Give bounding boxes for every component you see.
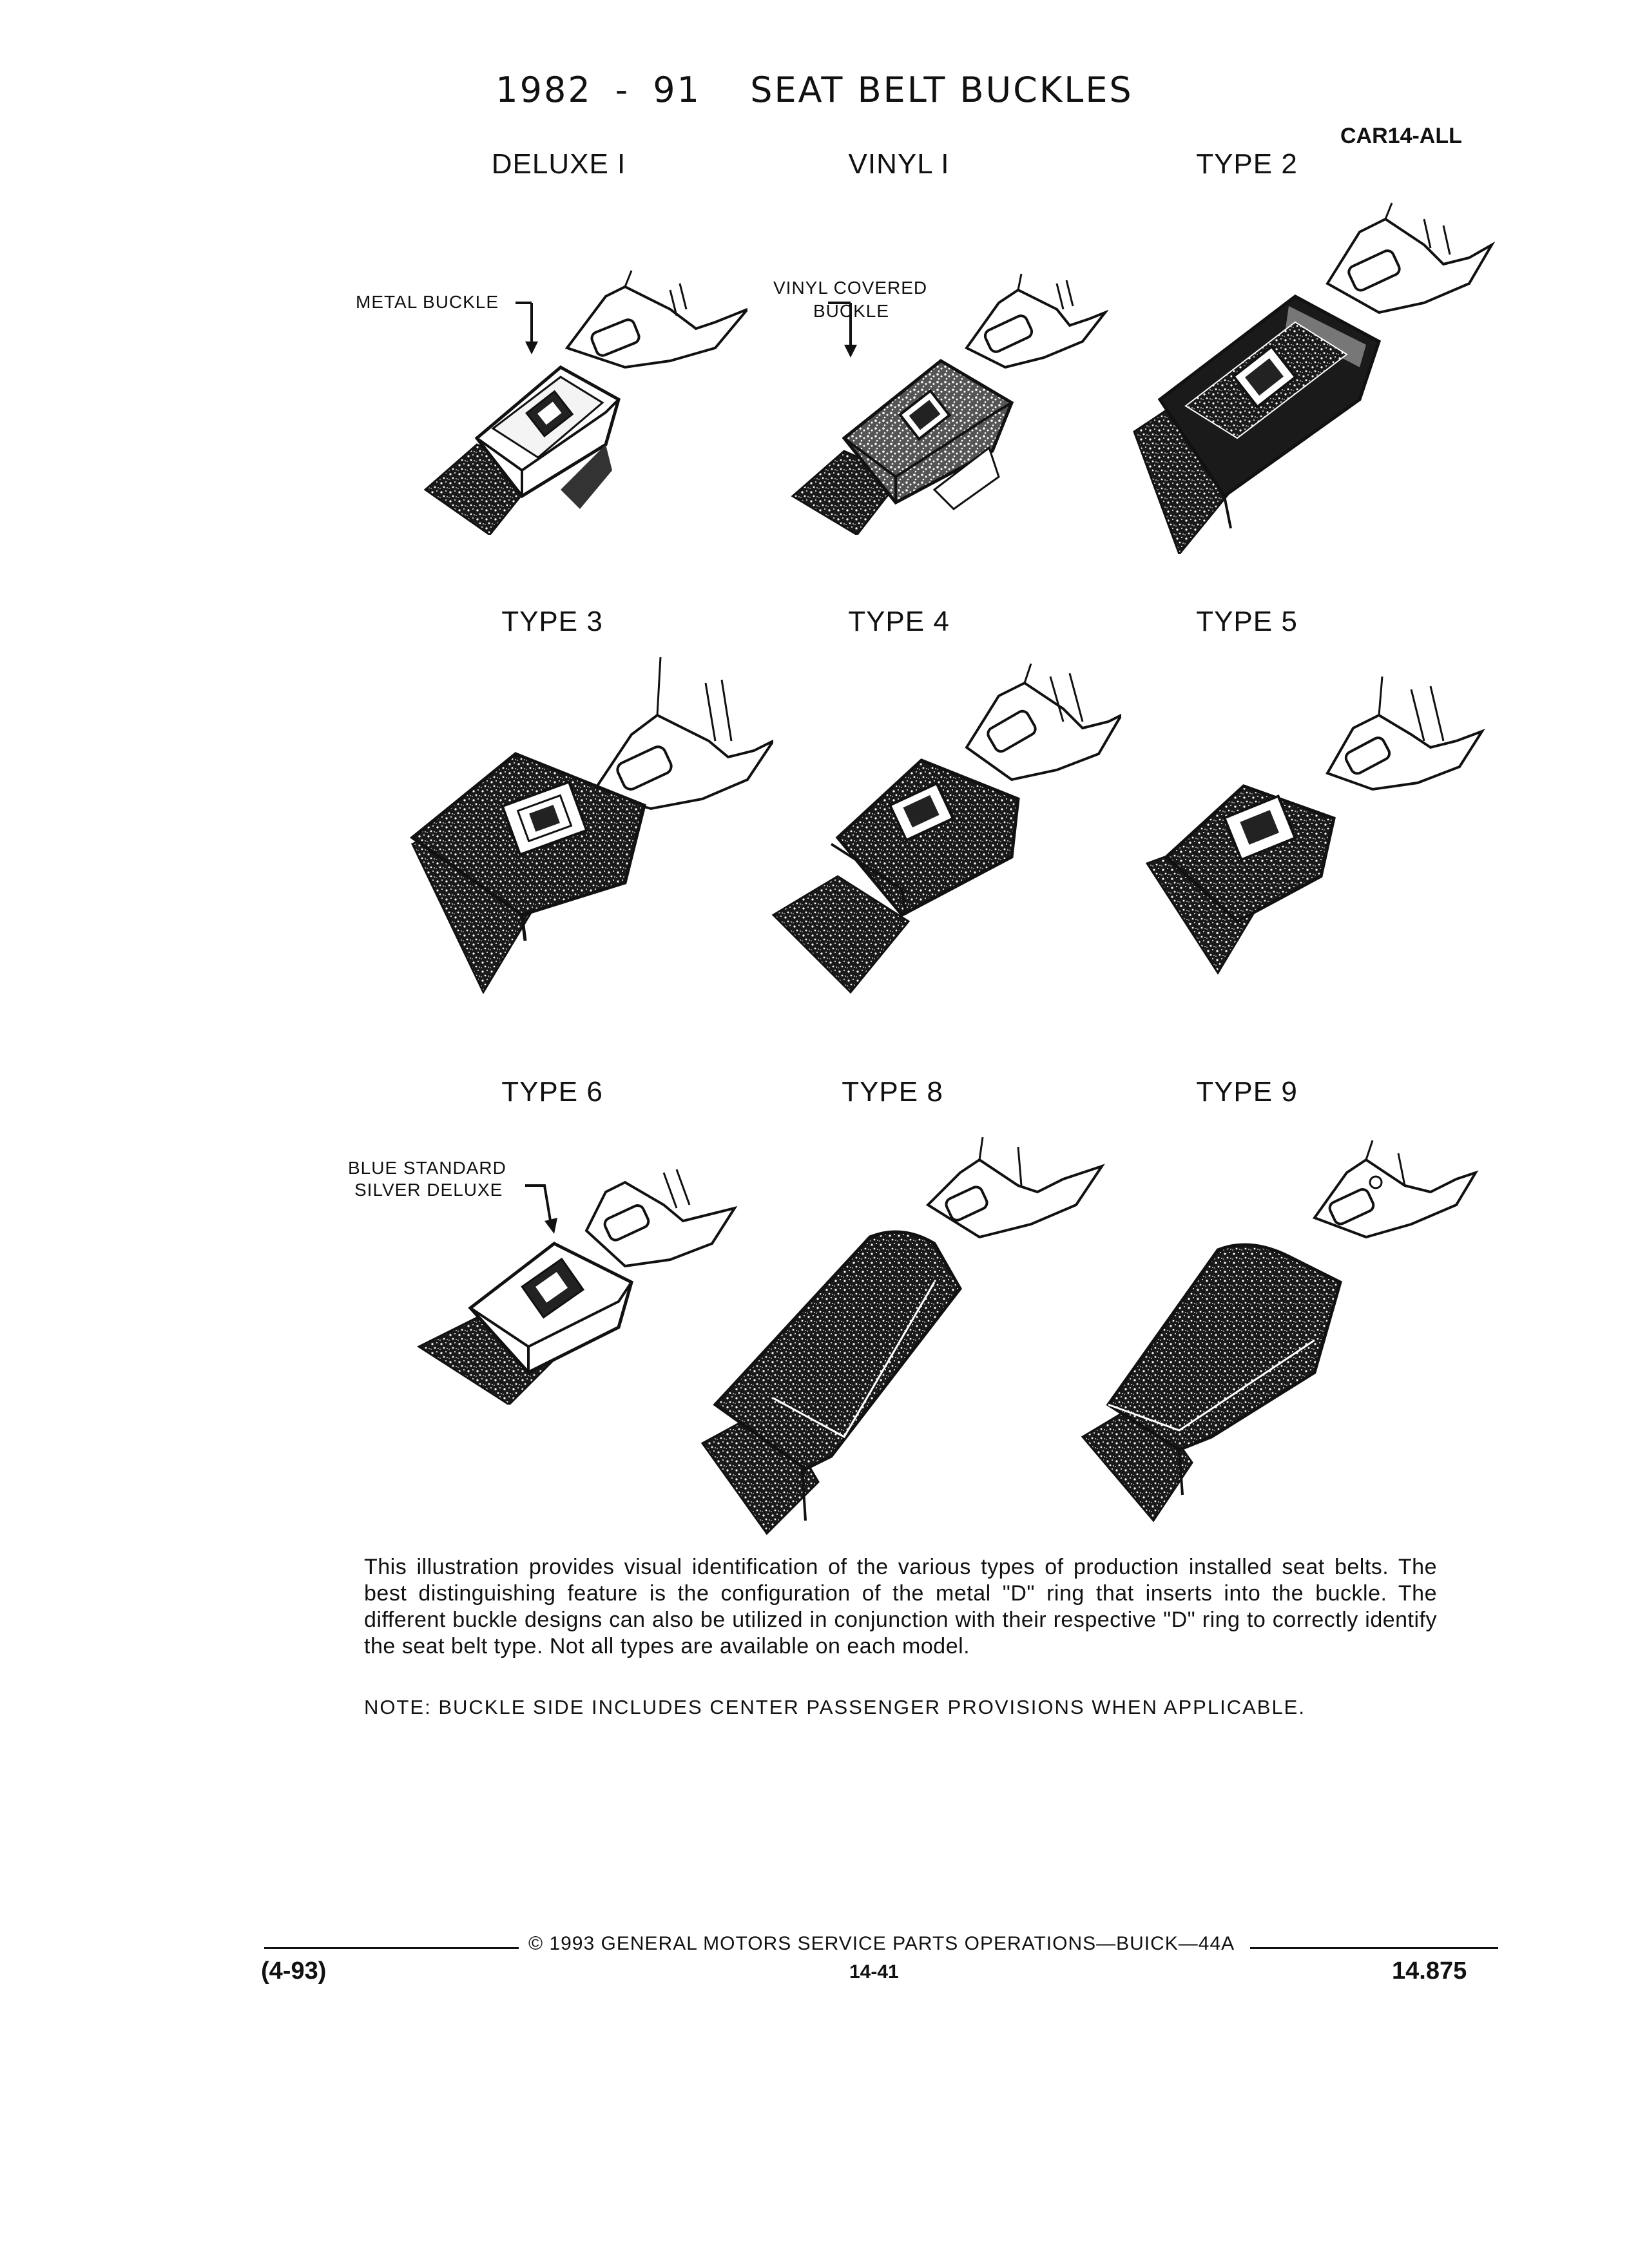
buckle-type-5-illustration (1134, 651, 1495, 1012)
note-text: NOTE: BUCKLE SIDE INCLUDES CENTER PASSENGER PROVISIONS WHEN APPLICABLE. (364, 1696, 1306, 1718)
footer-section-number: 14.875 (1392, 1957, 1467, 1984)
buckle-type-3-illustration (400, 644, 773, 1005)
callout-blue-standard: BLUE STANDARD (348, 1158, 506, 1178)
buckle-type-9-illustration (1070, 1134, 1482, 1533)
label-type-5: TYPE 5 (1196, 606, 1298, 637)
label-type-9: TYPE 9 (1196, 1076, 1298, 1108)
footer-rule-right (1250, 1947, 1498, 1949)
description-paragraph: This illustration provides visual identification of the various types of production installed seat belts. The best distinguishing feature is the configuration of the metal "D" ring that inserts into the buckle. The different buckle designs can also be utilized in conjunction with their respective "D" ring to correctly identify the seat belt type. Not all types are available on each model. (364, 1555, 1437, 1658)
footer-date: (4-93) (261, 1957, 327, 1984)
footer-copyright: © 1993 GENERAL MOTORS SERVICE PARTS OPERATIONS—BUICK—44A (528, 1933, 1235, 1954)
buckle-type-4-illustration (747, 644, 1121, 1005)
label-deluxe-1: DELUXE I (491, 148, 626, 180)
label-vinyl-1: VINYL I (848, 148, 950, 180)
buckle-type-2-illustration (1121, 193, 1495, 554)
label-type-6: TYPE 6 (501, 1076, 603, 1108)
label-type-4: TYPE 4 (848, 606, 950, 637)
buckle-deluxe-1-illustration (412, 264, 747, 535)
footer-page-number: 14-41 (849, 1961, 899, 1983)
buckle-type-8-illustration (689, 1134, 1115, 1546)
label-type-8: TYPE 8 (842, 1076, 943, 1108)
callout-silver-deluxe: SILVER DELUXE (354, 1180, 503, 1200)
callout-vinyl-covered-1: VINYL COVERED (773, 278, 928, 298)
buckle-vinyl-1-illustration (773, 264, 1108, 535)
callout-metal-buckle: METAL BUCKLE (356, 292, 499, 312)
callout-vinyl-covered-2: BUCKLE (813, 301, 890, 321)
catalog-code: CAR14-ALL (1340, 124, 1462, 148)
page-title: 1982 - 91 SEAT BELT BUCKLES (496, 70, 1133, 110)
footer-rule-left (264, 1947, 519, 1949)
label-type-2: TYPE 2 (1196, 148, 1298, 180)
label-type-3: TYPE 3 (501, 606, 603, 637)
